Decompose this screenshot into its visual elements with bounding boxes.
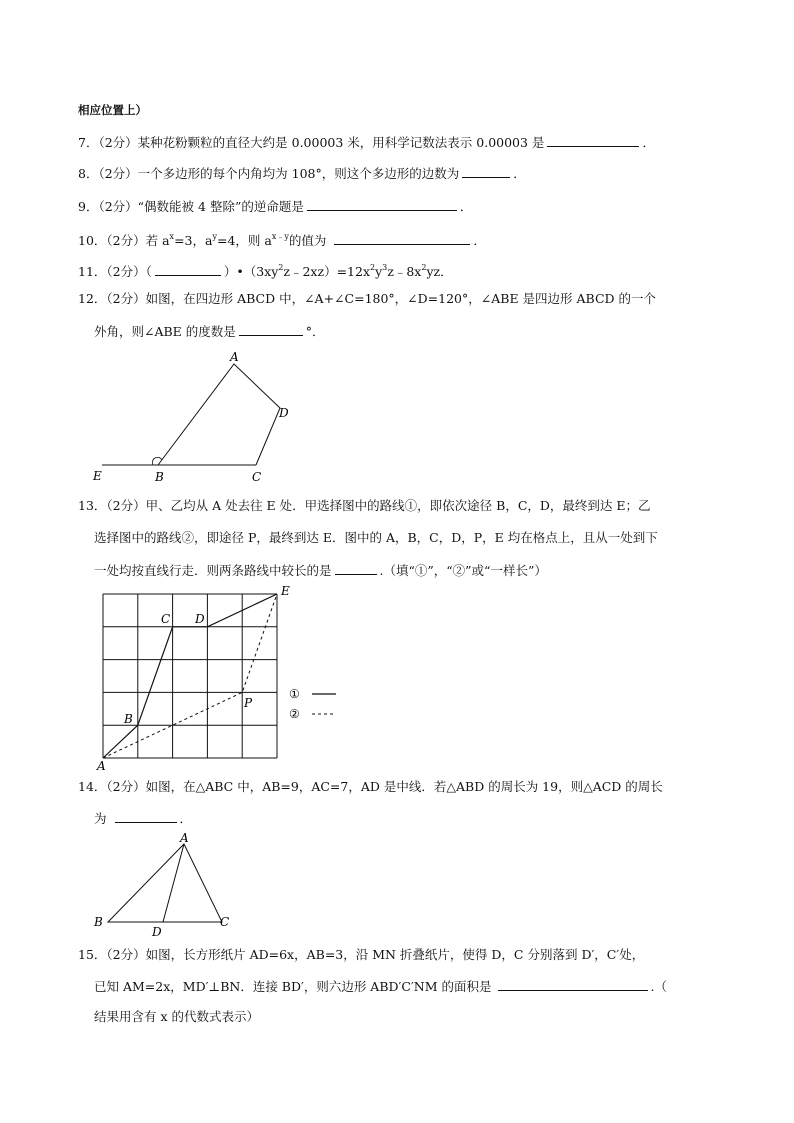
label-B: B [155, 470, 164, 484]
q11-text-f: yz． [426, 264, 453, 279]
triangle-ABC [108, 844, 222, 922]
q15-text: 已知 AM=2x，MD′⊥BN．连接 BD′，则六边形 ABD′C′NM 的面积是 [94, 979, 492, 994]
section-header: 相应位置上） [78, 103, 147, 117]
q11-text-b: ）•（3xy [223, 264, 279, 279]
question-11 [78, 260, 453, 280]
q11-sup-3: 3 [382, 263, 388, 272]
grid-label-E: E [281, 584, 290, 598]
grid-label-C: C [161, 612, 171, 626]
q10-text-b: =3，a [174, 233, 213, 248]
q9-text: 9．（2分）“偶数能被 4 整除”的逆命题是 [78, 199, 304, 214]
grid-label-P: P [244, 696, 253, 710]
question-9 [78, 198, 472, 215]
q10-sup-y: y [212, 232, 217, 241]
q10-end: ． [473, 233, 486, 248]
question-13-line3 [94, 562, 547, 579]
q12-answer-blank[interactable] [239, 323, 303, 336]
q11-answer-blank[interactable] [155, 263, 221, 276]
question-13-line1: 13．（2分）甲、乙均从 A 处去往 E 处．甲选择图中的路线①，即依次途径 B，C，D，最终到达 E；乙 [78, 498, 651, 513]
question-15-line2 [94, 978, 667, 995]
q10-sup-xy: x﹣y [271, 232, 289, 241]
q14-answer-blank[interactable] [115, 810, 177, 823]
q14-text: 为 [94, 811, 107, 826]
q10-text-d: 的值为 [288, 233, 327, 248]
figure-q12-quadrilateral [88, 346, 298, 486]
q11-sup-4: 2 [421, 263, 427, 272]
label-D: D [279, 406, 289, 420]
grid-label-D: D [195, 612, 205, 626]
quad-ABDC [158, 364, 280, 465]
question-12-line1: 12．（2分）如图，在四边形 ABCD 中，∠A+∠C=180°，∠D=120°，∠ABE 是四边形 ABCD 的一个 [78, 291, 657, 306]
q11-sup-1: 2 [278, 263, 284, 272]
tri-label-A: A [180, 831, 189, 845]
median-AD [163, 844, 184, 922]
q15-end: .（ [650, 979, 667, 994]
tri-label-B: B [94, 915, 103, 929]
q8-answer-blank[interactable] [462, 165, 510, 178]
route-1-path [103, 594, 277, 758]
q11-text-c: z﹣2xz）=12x [283, 264, 370, 279]
q12-end: °． [305, 324, 325, 339]
q13-answer-blank[interactable] [335, 562, 377, 575]
q10-answer-blank[interactable] [334, 232, 470, 245]
q11-text-a: 11．（2分）（ [78, 264, 152, 279]
q7-answer-blank[interactable] [547, 134, 639, 147]
q13-text: 一处均按直线行走．则两条路线中较长的是 [94, 563, 332, 578]
figure-q13-grid [90, 582, 350, 772]
grid-label-B: B [124, 712, 133, 726]
tri-label-D: D [152, 925, 162, 939]
label-C: C [252, 470, 262, 484]
q12-text: 外角，则∠ABE 的度数是 [94, 324, 236, 339]
q8-end: ． [513, 166, 526, 181]
q13-end: .（填“①”，“②”或“一样长”） [379, 563, 547, 578]
q11-text-e: z﹣8x [387, 264, 422, 279]
question-10 [78, 229, 486, 249]
question-7 [78, 134, 655, 151]
q9-answer-blank[interactable] [307, 198, 457, 211]
q7-text: 7．（2分）某种花粉颗粒的直径大约是 0.00003 米，用科学记数法表示 0.00003 是 [78, 135, 545, 150]
question-8 [78, 165, 526, 182]
q10-text-c: =4，则 a [216, 233, 272, 248]
tri-label-C: C [220, 915, 230, 929]
question-15-line3: 结果用含有 x 的代数式表示） [94, 1009, 259, 1024]
q7-end: ． [642, 135, 655, 150]
legend-route-2-label: ② [289, 707, 300, 721]
question-14-line2 [94, 810, 192, 827]
question-15-line1: 15．（2分）如图，长方形纸片 AD=6x，AB=3，沿 MN 折叠纸片，使得 D，C 分别落到 D′，C′处， [78, 947, 645, 962]
q10-text-a: 10．（2分）若 a [78, 233, 170, 248]
question-12-line2 [94, 323, 325, 340]
figure-q14-triangle [88, 830, 248, 940]
question-13-line2: 选择图中的路线②，即途径 P，最终到达 E．图中的 A，B，C，D，P，E 均在格点上，且从一处到下 [94, 530, 658, 545]
legend-route-1-label: ① [289, 687, 300, 701]
question-14-line1: 14．（2分）如图，在△ABC 中，AB=9，AC=7，AD 是中线．若△ABD 的周长为 19，则△ACD 的周长 [78, 779, 663, 794]
q11-text-d: y [375, 264, 383, 279]
q8-text: 8．（2分）一个多边形的每个内角均为 108°，则这个多边形的边数为 [78, 166, 460, 181]
q15-answer-blank[interactable] [498, 978, 648, 991]
label-E: E [93, 469, 102, 483]
label-A: A [230, 350, 239, 364]
q9-end: ． [459, 199, 473, 214]
q14-end: ． [179, 811, 193, 826]
grid-label-A: A [97, 759, 106, 772]
q10-sup-x: x [169, 232, 175, 241]
q11-sup-2: 2 [370, 263, 376, 272]
